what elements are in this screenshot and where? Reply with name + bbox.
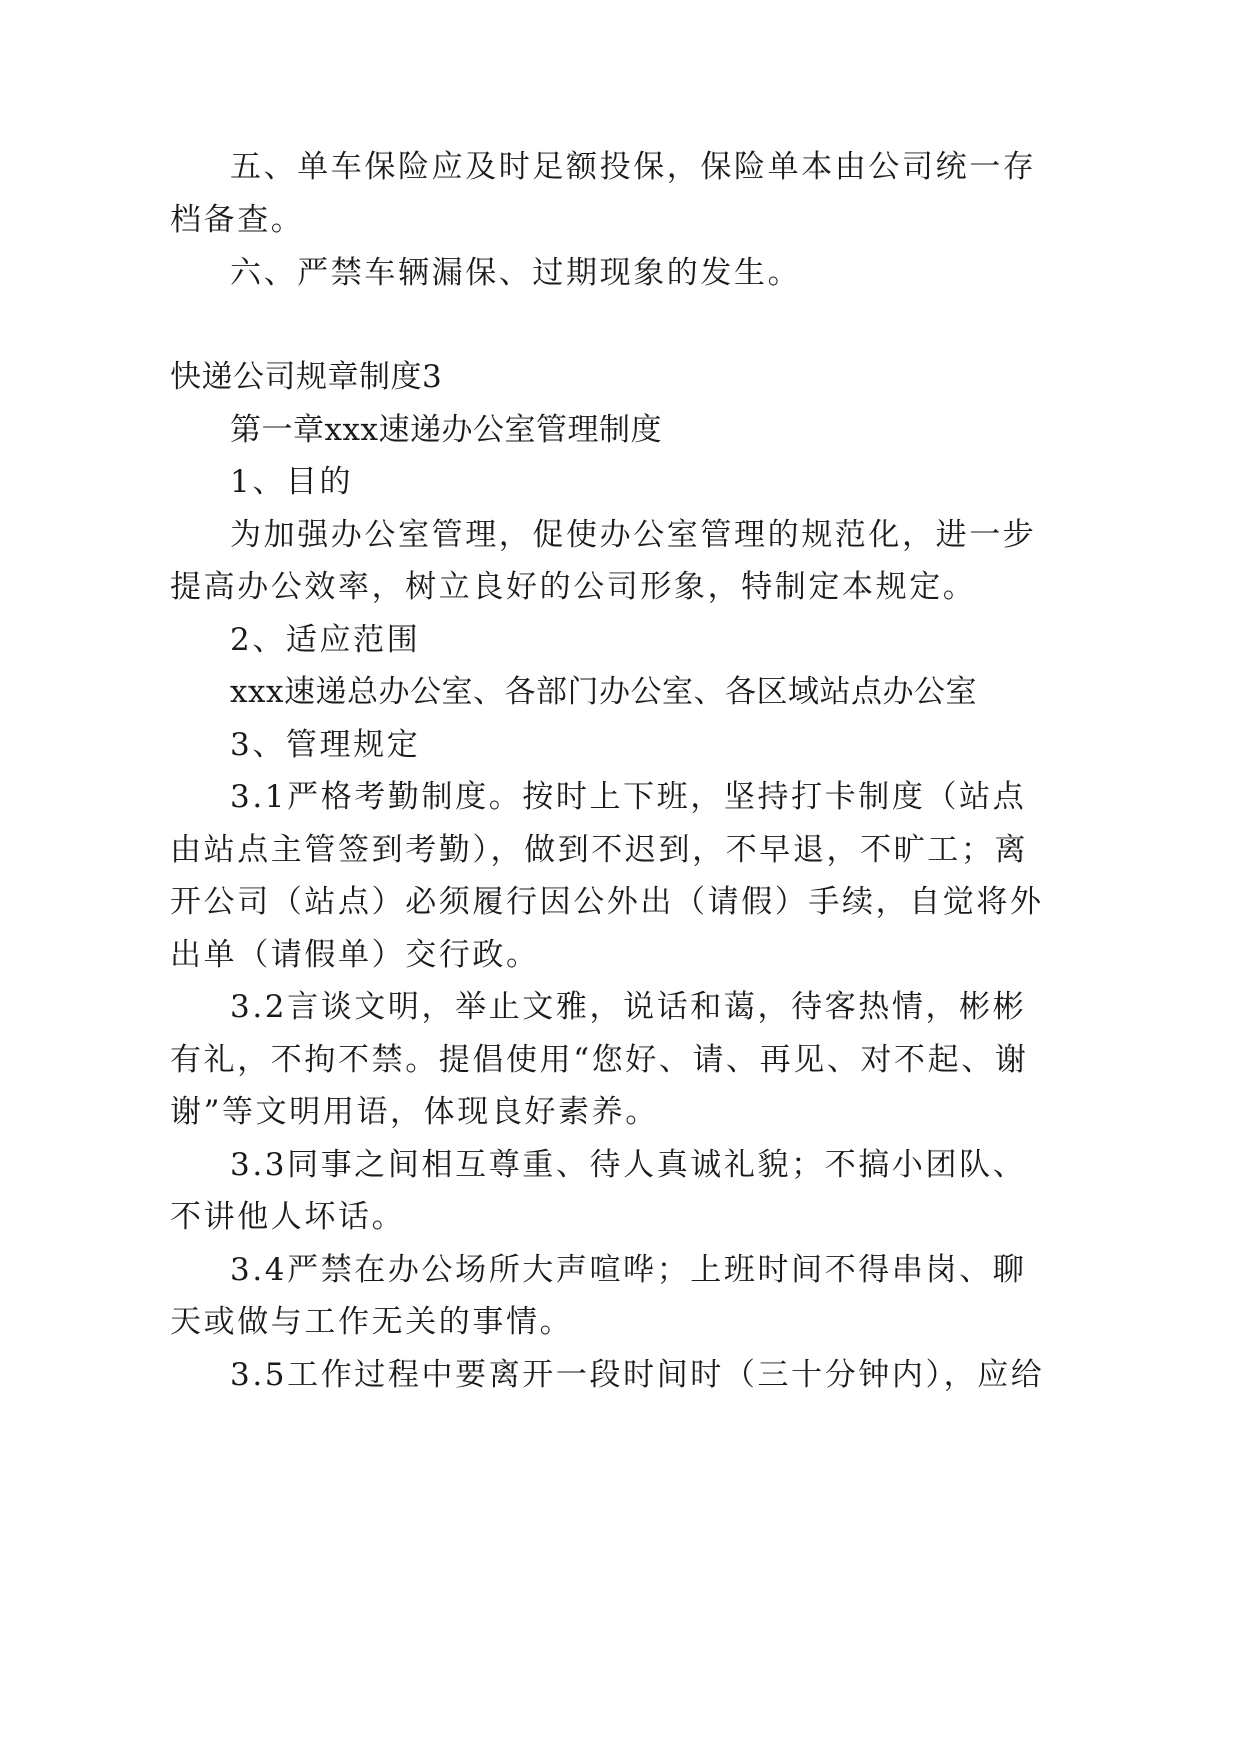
paragraph-line: 3.2言谈文明，举止文雅，说话和蔼，待客热情，彬彬 [230, 989, 1027, 1025]
paragraph-line: 3.3同事之间相互尊重、待人真诚礼貌；不搞小团队、 [230, 1147, 1027, 1183]
paragraph-line: 有礼，不拘不禁。提倡使用“您好、请、再见、对不起、谢 [170, 1042, 1029, 1078]
chapter-title: 第一章xxx速递办公室管理制度 [230, 412, 662, 448]
paragraph-line: 开公司（站点）必须履行因公外出（请假）手续，自觉将外 [170, 884, 1044, 920]
paragraph-line: 3.4严禁在办公场所大声喧哗；上班时间不得串岗、聊 [230, 1252, 1027, 1288]
paragraph-line: 档备查。 [170, 202, 305, 238]
section-title: 快递公司规章制度3 [170, 359, 443, 395]
subheading: 2、适应范围 [230, 622, 421, 658]
paragraph-line: 出单（请假单）交行政。 [170, 937, 540, 973]
paragraph-line: 3.1严格考勤制度。按时上下班，坚持打卡制度（站点 [230, 779, 1027, 815]
paragraph-line: 天或做与工作无关的事情。 [170, 1304, 574, 1340]
paragraph-line: 六、严禁车辆漏保、过期现象的发生。 [230, 255, 802, 291]
paragraph-line: 谢”等文明用语，体现良好素养。 [170, 1094, 659, 1130]
subheading: 1、目的 [230, 464, 354, 500]
paragraph-line: 为加强办公室管理，促使办公室管理的规范化，进一步 [230, 517, 1037, 553]
paragraph-line: 不讲他人坏话。 [170, 1199, 406, 1235]
paragraph-line: 五、单车保险应及时足额投保，保险单本由公司统一存 [230, 149, 1037, 185]
paragraph-line: 提高办公效率，树立良好的公司形象，特制定本规定。 [170, 569, 977, 605]
subheading: 3、管理规定 [230, 727, 421, 763]
paragraph-line: xxx速递总办公室、各部门办公室、各区域站点办公室 [230, 674, 977, 710]
paragraph-line: 3.5工作过程中要离开一段时间时（三十分钟内），应给 [230, 1357, 1045, 1393]
paragraph-line: 由站点主管签到考勤），做到不迟到，不早退，不旷工；离 [170, 832, 1029, 868]
